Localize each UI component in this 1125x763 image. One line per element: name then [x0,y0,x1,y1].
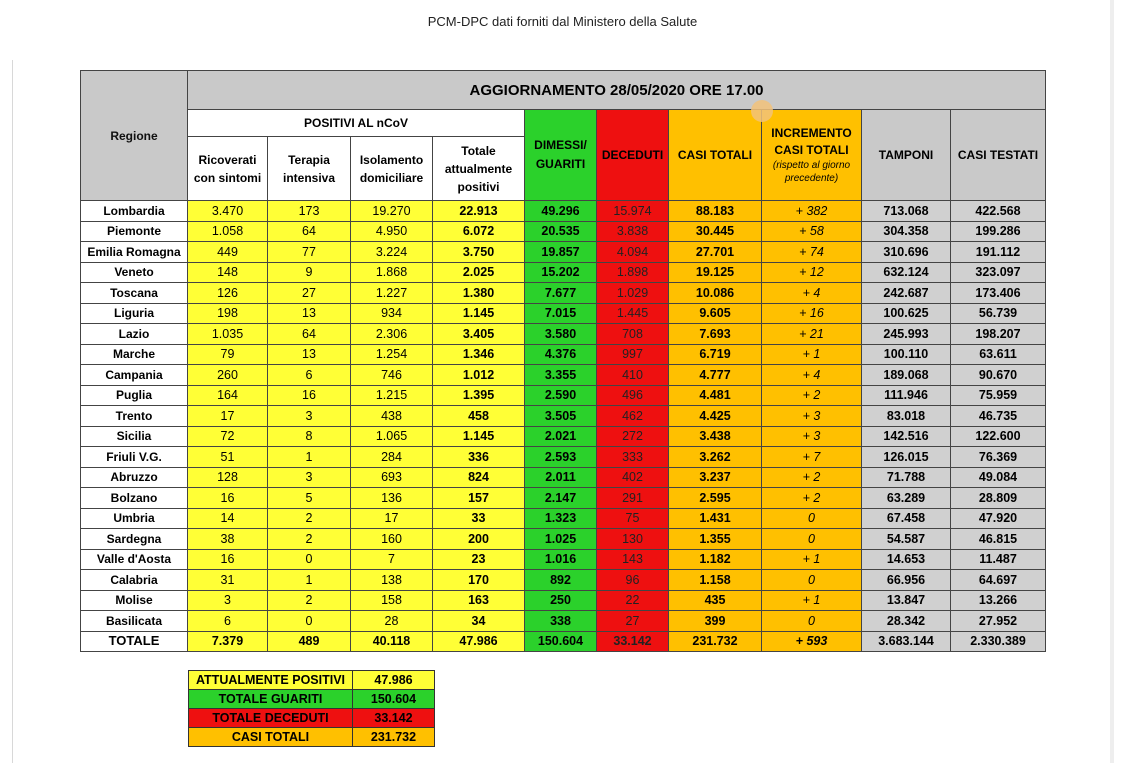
cell-testati: 422.568 [951,201,1046,222]
cell-testati: 323.097 [951,262,1046,283]
header-tamponi: TAMPONI [862,110,951,201]
header-incremento-note: (rispetto al giorno precedente) [772,160,851,184]
cell-totale: 157 [433,488,525,509]
cell-incremento: + 4 [762,365,862,386]
summary-label: ATTUALMENTE POSITIVI [189,671,353,690]
cell-tamponi: 632.124 [862,262,951,283]
cell-dimessi: 7.677 [525,283,597,304]
cell-ricoverati: 1.058 [188,221,268,242]
cell-dimessi: 49.296 [525,201,597,222]
cell-dimessi: 892 [525,570,597,591]
cell-casi: 6.719 [669,344,762,365]
cell-testati: 46.815 [951,529,1046,550]
table-row [81,324,1046,345]
cell-dimessi: 2.590 [525,385,597,406]
cell-casi: 399 [669,611,762,632]
cell-deceduti: 3.838 [597,221,669,242]
cell-ricoverati: 198 [188,303,268,324]
cell-dimessi: 1.323 [525,508,597,529]
summary-row [189,728,435,747]
table-row [81,611,1046,632]
cell-terapia: 3 [268,467,351,488]
cell-deceduti: 15.974 [597,201,669,222]
cell-testati: 63.611 [951,344,1046,365]
table-row [81,221,1046,242]
cell-ricoverati: 126 [188,283,268,304]
cell-casi: 3.262 [669,447,762,468]
cell-tamponi: 242.687 [862,283,951,304]
cell-isolamento: 136 [351,488,433,509]
cell-tamponi: 83.018 [862,406,951,427]
cell-testati: 90.670 [951,365,1046,386]
finger-smudge [751,100,773,122]
cell-casi: 3.438 [669,426,762,447]
summary-label: TOTALE GUARITI [189,690,353,709]
cell-casi: 1.431 [669,508,762,529]
cell-terapia: 9 [268,262,351,283]
cell-terapia: 2 [268,590,351,611]
cell-tamponi: 245.993 [862,324,951,345]
cell-isolamento: 7 [351,549,433,570]
cell-isolamento: 3.224 [351,242,433,263]
cell-isolamento: 1.254 [351,344,433,365]
cell-incremento: + 2 [762,385,862,406]
cell-dimessi: 19.857 [525,242,597,263]
cell-deceduti: 997 [597,344,669,365]
cell-isolamento: 1.215 [351,385,433,406]
cell-dimessi: 7.015 [525,303,597,324]
table-row [81,590,1046,611]
covid-data-table [80,70,1046,652]
cell-deceduti: 1.029 [597,283,669,304]
cell-regione: Veneto [81,262,188,283]
cell-terapia: 2 [268,508,351,529]
cell-casi: 2.595 [669,488,762,509]
page-edge-shadow [1110,0,1114,763]
cell-incremento: + 21 [762,324,862,345]
cell-isolamento: 2.306 [351,324,433,345]
cell-tamponi: 54.587 [862,529,951,550]
cell-terapia: 1 [268,447,351,468]
table-row [81,467,1046,488]
table-row [81,201,1046,222]
cell-regione: Sardegna [81,529,188,550]
cell-tamponi: 126.015 [862,447,951,468]
cell-ricoverati: 449 [188,242,268,263]
cell-ricoverati: 148 [188,262,268,283]
cell-testati: 47.920 [951,508,1046,529]
cell-incremento: + 7 [762,447,862,468]
cell-dimessi: 20.535 [525,221,597,242]
cell-ricoverati: 16 [188,549,268,570]
cell-terapia: 3 [268,406,351,427]
header-deceduti: DECEDUTI [597,110,669,201]
cell-regione: Basilicata [81,611,188,632]
cell-tamponi: 13.847 [862,590,951,611]
cell-regione: Campania [81,365,188,386]
cell-incremento: + 1 [762,344,862,365]
cell-casi: 3.237 [669,467,762,488]
cell-testati: 11.487 [951,549,1046,570]
cell-terapia: 13 [268,303,351,324]
summary-row [189,671,435,690]
table-row [81,447,1046,468]
cell-casi: 1.158 [669,570,762,591]
table-row [81,508,1046,529]
cell-incremento: + 1 [762,549,862,570]
cell-deceduti: 4.094 [597,242,669,263]
cell-isolamento: 19.270 [351,201,433,222]
cell-terapia: 13 [268,344,351,365]
cell-testati: 199.286 [951,221,1046,242]
cell-totale: 6.072 [433,221,525,242]
total-row [81,631,1046,652]
cell-totale: 1.380 [433,283,525,304]
cell-totale: 163 [433,590,525,611]
cell-totale: 22.913 [433,201,525,222]
cell-deceduti: 96 [597,570,669,591]
cell-isolamento: 284 [351,447,433,468]
cell-ricoverati: 1.035 [188,324,268,345]
total-incremento: + 593 [762,631,862,652]
cell-testati: 28.809 [951,488,1046,509]
cell-regione: Emilia Romagna [81,242,188,263]
cell-isolamento: 693 [351,467,433,488]
cell-isolamento: 158 [351,590,433,611]
cell-totale: 1.346 [433,344,525,365]
cell-totale: 200 [433,529,525,550]
cell-incremento: + 16 [762,303,862,324]
header-casi-totali: CASI TOTALI [669,110,762,201]
cell-deceduti: 333 [597,447,669,468]
summary-value: 231.732 [353,728,435,747]
cell-totale: 170 [433,570,525,591]
cell-testati: 27.952 [951,611,1046,632]
cell-ricoverati: 51 [188,447,268,468]
cell-dimessi: 3.580 [525,324,597,345]
cell-tamponi: 14.653 [862,549,951,570]
cell-terapia: 27 [268,283,351,304]
cell-incremento: 0 [762,529,862,550]
cell-testati: 49.084 [951,467,1046,488]
cell-isolamento: 1.227 [351,283,433,304]
cell-deceduti: 462 [597,406,669,427]
cell-incremento: + 2 [762,488,862,509]
cell-casi: 1.182 [669,549,762,570]
table-row [81,549,1046,570]
cell-ricoverati: 79 [188,344,268,365]
cell-testati: 76.369 [951,447,1046,468]
cell-testati: 56.739 [951,303,1046,324]
cell-isolamento: 160 [351,529,433,550]
cell-regione: Piemonte [81,221,188,242]
cell-totale: 1.395 [433,385,525,406]
total-deceduti: 33.142 [597,631,669,652]
cell-ricoverati: 3.470 [188,201,268,222]
cell-deceduti: 22 [597,590,669,611]
cell-dimessi: 4.376 [525,344,597,365]
cell-testati: 122.600 [951,426,1046,447]
cell-incremento: 0 [762,508,862,529]
cell-terapia: 2 [268,529,351,550]
cell-regione: Abruzzo [81,467,188,488]
cell-ricoverati: 31 [188,570,268,591]
cell-tamponi: 63.289 [862,488,951,509]
summary-value: 47.986 [353,671,435,690]
cell-ricoverati: 164 [188,385,268,406]
cell-tamponi: 28.342 [862,611,951,632]
cell-dimessi: 2.011 [525,467,597,488]
summary-row [189,709,435,728]
cell-totale: 2.025 [433,262,525,283]
header-regione: Regione [81,71,188,201]
cell-tamponi: 67.458 [862,508,951,529]
table-row [81,570,1046,591]
cell-regione: Sicilia [81,426,188,447]
cell-regione: Bolzano [81,488,188,509]
table-row [81,365,1046,386]
cell-totale: 458 [433,406,525,427]
table-row [81,385,1046,406]
cell-isolamento: 28 [351,611,433,632]
total-ricoverati: 7.379 [188,631,268,652]
table-row [81,426,1046,447]
cell-totale: 336 [433,447,525,468]
total-totale: 47.986 [433,631,525,652]
cell-terapia: 173 [268,201,351,222]
cell-totale: 34 [433,611,525,632]
cell-incremento: + 3 [762,406,862,427]
cell-regione: Friuli V.G. [81,447,188,468]
cell-regione: Lombardia [81,201,188,222]
cell-totale: 1.145 [433,426,525,447]
cell-terapia: 0 [268,611,351,632]
cell-dimessi: 15.202 [525,262,597,283]
cell-dimessi: 338 [525,611,597,632]
header-terapia: Terapia intensiva [268,137,351,201]
cell-casi: 9.605 [669,303,762,324]
cell-totale: 23 [433,549,525,570]
cell-testati: 191.112 [951,242,1046,263]
cell-incremento: + 74 [762,242,862,263]
cell-testati: 46.735 [951,406,1046,427]
header-isolamento: Isolamento domiciliare [351,137,433,201]
cell-testati: 64.697 [951,570,1046,591]
cell-regione: Trento [81,406,188,427]
cell-terapia: 5 [268,488,351,509]
cell-deceduti: 75 [597,508,669,529]
cell-casi: 435 [669,590,762,611]
cell-ricoverati: 260 [188,365,268,386]
cell-dimessi: 2.593 [525,447,597,468]
table-row [81,262,1046,283]
total-testati: 2.330.389 [951,631,1046,652]
cell-testati: 75.959 [951,385,1046,406]
table-row [81,488,1046,509]
cell-tamponi: 71.788 [862,467,951,488]
cell-terapia: 1 [268,570,351,591]
cell-regione: Molise [81,590,188,611]
cell-deceduti: 708 [597,324,669,345]
total-casi: 231.732 [669,631,762,652]
cell-terapia: 64 [268,324,351,345]
cell-tamponi: 713.068 [862,201,951,222]
table-row [81,283,1046,304]
summary-label: CASI TOTALI [189,728,353,747]
header-positivi-group: POSITIVI AL nCoV [188,110,525,137]
total-tamponi: 3.683.144 [862,631,951,652]
header-totale-positivi: Totale attualmente positivi [433,137,525,201]
cell-isolamento: 138 [351,570,433,591]
cell-totale: 1.012 [433,365,525,386]
cell-deceduti: 402 [597,467,669,488]
cell-deceduti: 410 [597,365,669,386]
cell-incremento: 0 [762,570,862,591]
total-regione: TOTALE [81,631,188,652]
cell-incremento: + 3 [762,426,862,447]
cell-testati: 198.207 [951,324,1046,345]
cell-regione: Marche [81,344,188,365]
cell-totale: 824 [433,467,525,488]
cell-isolamento: 746 [351,365,433,386]
cell-casi: 4.425 [669,406,762,427]
cell-regione: Toscana [81,283,188,304]
cell-testati: 13.266 [951,590,1046,611]
cell-ricoverati: 14 [188,508,268,529]
page-edge-line [12,60,13,763]
cell-isolamento: 1.868 [351,262,433,283]
table-row [81,344,1046,365]
cell-regione: Lazio [81,324,188,345]
cell-tamponi: 100.110 [862,344,951,365]
cell-regione: Liguria [81,303,188,324]
cell-dimessi: 2.021 [525,426,597,447]
total-isolamento: 40.118 [351,631,433,652]
cell-deceduti: 1.898 [597,262,669,283]
cell-incremento: 0 [762,611,862,632]
cell-deceduti: 130 [597,529,669,550]
table-row [81,242,1046,263]
summary-value: 150.604 [353,690,435,709]
table-row [81,303,1046,324]
table-row [81,406,1046,427]
cell-regione: Puglia [81,385,188,406]
cell-dimessi: 1.016 [525,549,597,570]
cell-totale: 33 [433,508,525,529]
header-ricoverati: Ricoverati con sintomi [188,137,268,201]
cell-ricoverati: 17 [188,406,268,427]
cell-terapia: 8 [268,426,351,447]
cell-dimessi: 1.025 [525,529,597,550]
cell-incremento: + 58 [762,221,862,242]
summary-value: 33.142 [353,709,435,728]
cell-incremento: + 1 [762,590,862,611]
cell-deceduti: 272 [597,426,669,447]
cell-tamponi: 142.516 [862,426,951,447]
cell-deceduti: 291 [597,488,669,509]
cell-testati: 173.406 [951,283,1046,304]
cell-ricoverati: 128 [188,467,268,488]
cell-tamponi: 304.358 [862,221,951,242]
cell-tamponi: 66.956 [862,570,951,591]
cell-casi: 1.355 [669,529,762,550]
cell-casi: 4.777 [669,365,762,386]
cell-tamponi: 111.946 [862,385,951,406]
cell-ricoverati: 38 [188,529,268,550]
cell-terapia: 0 [268,549,351,570]
cell-casi: 4.481 [669,385,762,406]
cell-tamponi: 310.696 [862,242,951,263]
cell-totale: 3.750 [433,242,525,263]
cell-isolamento: 17 [351,508,433,529]
cell-ricoverati: 72 [188,426,268,447]
cell-incremento: + 2 [762,467,862,488]
cell-terapia: 16 [268,385,351,406]
cell-isolamento: 4.950 [351,221,433,242]
cell-ricoverati: 16 [188,488,268,509]
cell-casi: 88.183 [669,201,762,222]
cell-terapia: 64 [268,221,351,242]
cell-totale: 3.405 [433,324,525,345]
cell-regione: Calabria [81,570,188,591]
cell-tamponi: 189.068 [862,365,951,386]
summary-table [188,670,435,747]
total-terapia: 489 [268,631,351,652]
cell-terapia: 77 [268,242,351,263]
cell-incremento: + 4 [762,283,862,304]
cell-deceduti: 1.445 [597,303,669,324]
cell-dimessi: 3.355 [525,365,597,386]
cell-dimessi: 2.147 [525,488,597,509]
cell-deceduti: 27 [597,611,669,632]
table-row [81,529,1046,550]
page-header: PCM-DPC dati forniti dal Ministero della Salute [427,14,698,29]
cell-isolamento: 438 [351,406,433,427]
cell-deceduti: 496 [597,385,669,406]
cell-incremento: + 12 [762,262,862,283]
cell-casi: 27.701 [669,242,762,263]
header-incremento-title: INCREMENTO CASI TOTALI [771,126,852,157]
cell-terapia: 6 [268,365,351,386]
cell-casi: 19.125 [669,262,762,283]
cell-tamponi: 100.625 [862,303,951,324]
cell-totale: 1.145 [433,303,525,324]
cell-isolamento: 1.065 [351,426,433,447]
cell-isolamento: 934 [351,303,433,324]
header-casi-testati: CASI TESTATI [951,110,1046,201]
summary-row [189,690,435,709]
header-dimessi: DIMESSI/ GUARITI [525,110,597,201]
total-dimessi: 150.604 [525,631,597,652]
cell-regione: Umbria [81,508,188,529]
summary-label: TOTALE DECEDUTI [189,709,353,728]
cell-casi: 30.445 [669,221,762,242]
cell-casi: 7.693 [669,324,762,345]
update-title: AGGIORNAMENTO 28/05/2020 ORE 17.00 [188,71,1046,110]
cell-regione: Valle d'Aosta [81,549,188,570]
cell-ricoverati: 3 [188,590,268,611]
cell-incremento: + 382 [762,201,862,222]
cell-deceduti: 143 [597,549,669,570]
cell-dimessi: 250 [525,590,597,611]
cell-dimessi: 3.505 [525,406,597,427]
cell-ricoverati: 6 [188,611,268,632]
cell-casi: 10.086 [669,283,762,304]
header-incremento [762,110,862,201]
